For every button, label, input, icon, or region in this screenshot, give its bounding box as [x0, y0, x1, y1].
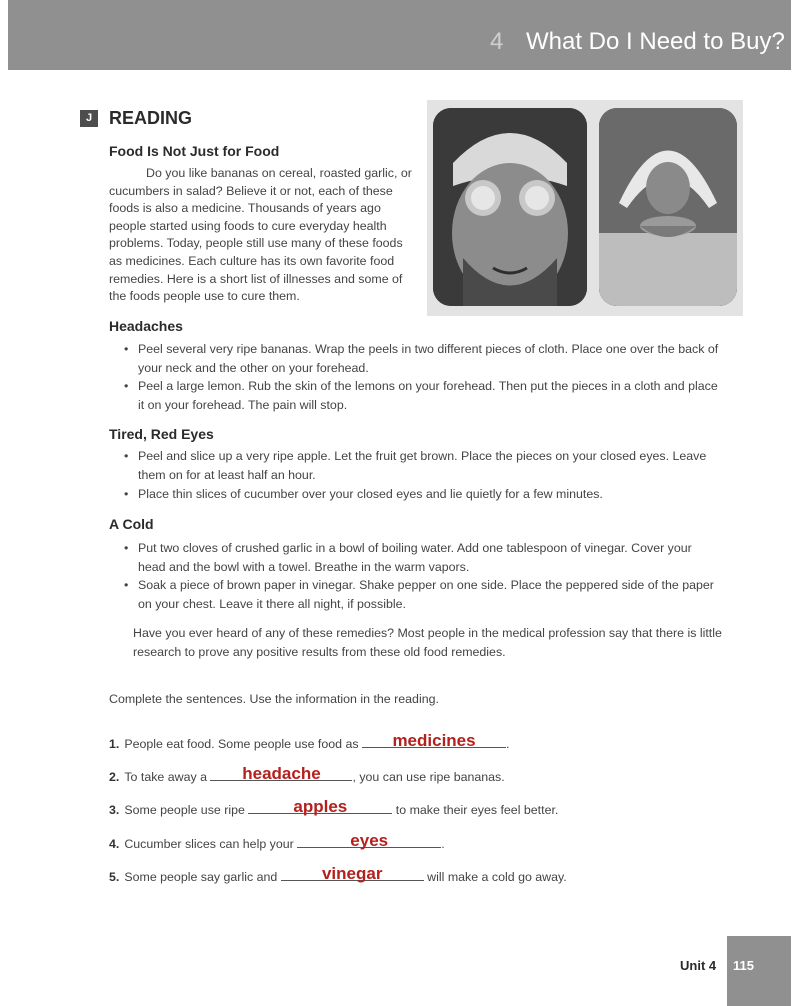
page-number: 115: [733, 958, 754, 973]
heading-tired-red-eyes: Tired, Red Eyes: [109, 426, 214, 442]
section-title: READING: [109, 108, 193, 128]
answer-text: apples: [293, 797, 348, 816]
photo-cucumber-eyes-illustration: [433, 108, 587, 306]
question-text-after: to make their eyes feel better.: [395, 803, 559, 817]
article-title: Food Is Not Just for Food: [109, 143, 280, 159]
photo-steam-towel-illustration: [599, 108, 737, 306]
heading-a-cold: A Cold: [109, 516, 154, 532]
list-item: • Peel a large lemon. Rub the skin of the lemons on your forehead. Then put the pieces in a cloth and place it on your forehead. The pain will stop.: [124, 377, 719, 414]
footer-unit: Unit 4: [680, 958, 717, 973]
question-text-before: Some people use ripe: [124, 803, 245, 817]
answer-text: headache: [242, 764, 321, 783]
question-text-before: People eat food. Some people use food as: [124, 737, 359, 751]
answer-blank[interactable]: [362, 733, 506, 748]
question-2: [109, 766, 505, 784]
bullet-text: Place thin slices of cucumber over your closed eyes and lie quietly for a few minutes.: [138, 487, 603, 501]
answer-blank[interactable]: [281, 866, 424, 881]
photo-cucumber-eyes: [433, 108, 587, 306]
answer-text: eyes: [350, 831, 389, 850]
photo-steam-towel: [599, 108, 737, 306]
chapter-number: 4: [490, 28, 504, 55]
article-intro-text: Do you like bananas on cereal, roasted garlic, or cucumbers in salad? Believe it or not, each of these foods is also a medicine. Thousands of years ago people started using foods to cure everyday health problems. Today, people still use many of these foods as medicines. Each culture has its own favorite food remedies. Here is a short list of illnesses and some of the foods people use to cure them.: [109, 166, 412, 304]
question-text-after: .: [441, 837, 445, 851]
question-text-after: will make a cold go away.: [427, 870, 567, 884]
exercise-instructions: Complete the sentences. Use the information in the reading.: [109, 692, 439, 706]
heading-headaches: Headaches: [109, 318, 183, 334]
question-number: 2.: [109, 770, 120, 784]
article-intro: [109, 165, 419, 306]
chapter-title: What Do I Need to Buy?: [526, 28, 785, 55]
question-text-before: Some people say garlic and: [124, 870, 278, 884]
answer-blank[interactable]: [248, 799, 392, 814]
question-4: [109, 833, 445, 851]
question-number: 5.: [109, 870, 120, 884]
question-text-before: To take away a: [124, 770, 207, 784]
bullet-text: Soak a piece of brown paper in vinegar. Shake pepper on one side. Place the peppered side of the paper on your chest. Leave it there all night, if possible.: [138, 578, 714, 611]
question-number: 3.: [109, 803, 120, 817]
list-item: • Put two cloves of crushed garlic in a bowl of boiling water. Add one tablespoon of vinegar. Cover your head and the bowl with a towel. Breathe in the warm vapors.: [124, 539, 719, 576]
answer-blank[interactable]: [297, 833, 441, 848]
section-badge: J: [80, 110, 98, 127]
question-text-after: , you can use ripe bananas.: [352, 770, 505, 784]
bullet-text: Put two cloves of crushed garlic in a bowl of boiling water. Add one tablespoon of vinegar. Cover your head and the bowl with a towel. Breathe in the warm vapors.: [138, 541, 692, 574]
question-number: 1.: [109, 737, 120, 751]
list-item: • Peel several very ripe bananas. Wrap the peels in two different pieces of cloth. Place one over the back of your neck and the other on your forehead.: [124, 340, 719, 377]
bullet-text: Peel several very ripe bananas. Wrap the peels in two different pieces of cloth. Place one over the back of your neck and the other on your forehead.: [138, 342, 719, 375]
list-item: • Soak a piece of brown paper in vinegar. Shake pepper on one side. Place the peppered side of the paper on your chest. Leave it there all night, if possible.: [124, 576, 719, 613]
question-3: [109, 799, 558, 817]
answer-blank[interactable]: [210, 766, 352, 781]
list-item: • Peel and slice up a very ripe apple. Let the fruit get brown. Place the pieces on your closed eyes. Leave them on for at least half an hour.: [124, 447, 719, 484]
question-number: 4.: [109, 837, 120, 851]
bullet-text: Peel and slice up a very ripe apple. Let the fruit get brown. Place the pieces on your closed eyes. Leave them on for at least half an hour.: [138, 449, 707, 482]
question-text-before: Cucumber slices can help your: [124, 837, 294, 851]
closing-paragraph: Have you ever heard of any of these remedies? Most people in the medical profession say that there is little research to prove any positive results from these old food remedies.: [133, 626, 722, 659]
question-5: [109, 866, 567, 884]
bullet-text: Peel a large lemon. Rub the skin of the lemons on your forehead. Then put the pieces in a cloth and place it on your forehead. The pain will stop.: [138, 379, 718, 412]
photo-panel: [427, 100, 743, 316]
list-item: • Place thin slices of cucumber over your closed eyes and lie quietly for a few minutes.: [124, 485, 719, 504]
question-text-after: .: [506, 737, 510, 751]
answer-text: vinegar: [321, 864, 383, 883]
answer-text: medicines: [392, 731, 476, 750]
question-1: [109, 733, 509, 751]
